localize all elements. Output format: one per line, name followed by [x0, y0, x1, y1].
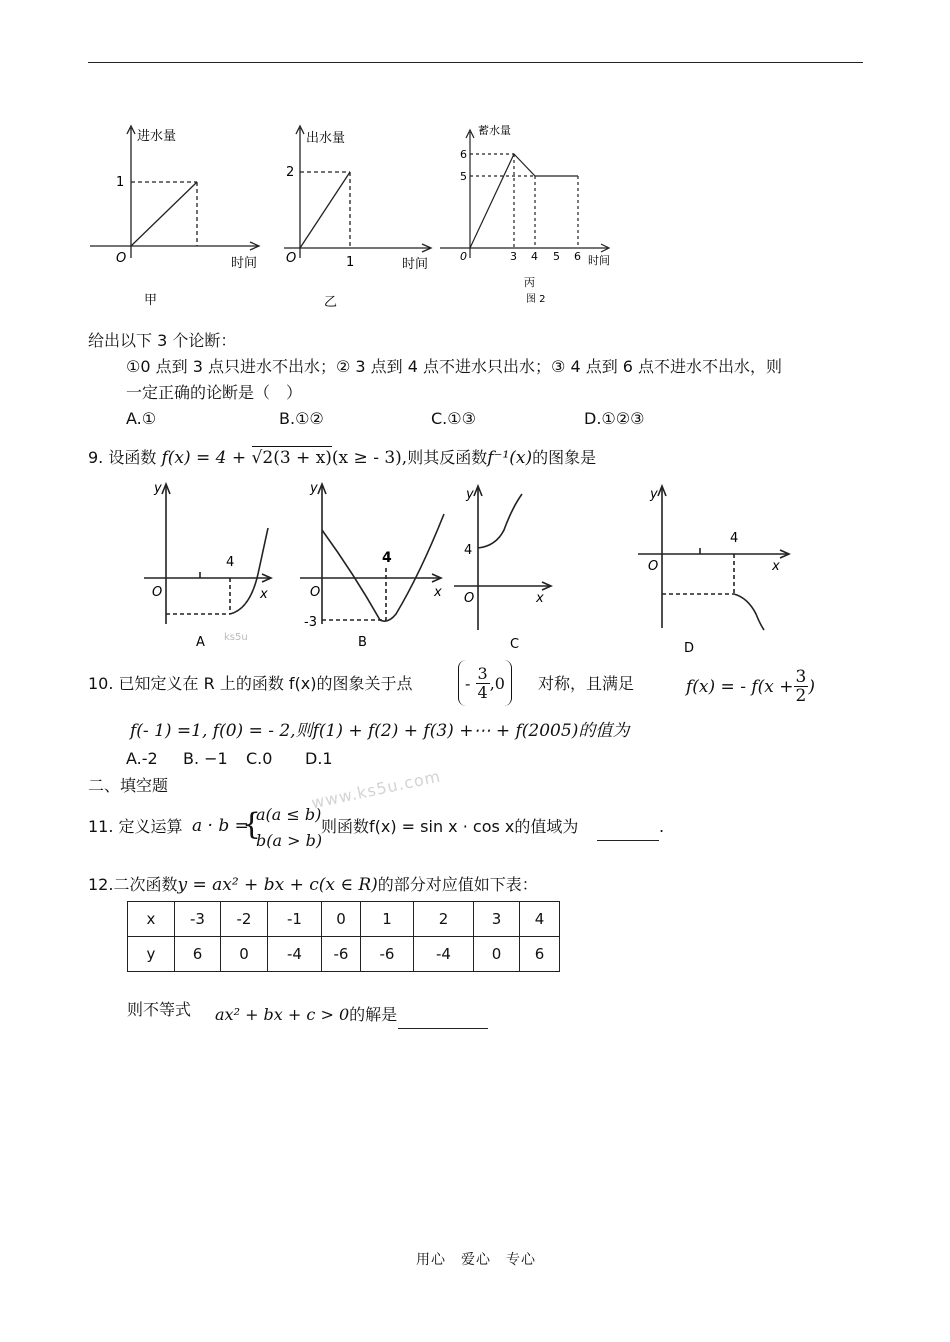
table-cell: -4	[268, 937, 322, 972]
q10-point-rest: ,0	[489, 673, 505, 693]
bing-xtick-4: 4	[531, 250, 538, 263]
q10-rel-frac	[794, 668, 809, 705]
q10-point-minus: -	[465, 673, 471, 693]
q11-rest: 则函数f(x) = sin x · cos x的值域为	[321, 817, 579, 836]
bing-xtick-5: 5	[553, 250, 560, 263]
table-cell: -6	[322, 937, 361, 972]
q12-stem	[88, 875, 538, 895]
water-charts-figure	[86, 118, 626, 318]
table-row	[128, 902, 560, 937]
yi-ylabel: 出水量	[306, 131, 346, 146]
q8-option-b: B.①②	[279, 409, 324, 428]
q12-ineq	[215, 1005, 397, 1025]
graph-d-tick-label: 4	[730, 531, 739, 546]
q9-formula-a: f(x) = 4 +	[161, 448, 252, 468]
graph-c-y: y	[466, 487, 474, 502]
jia-ytick: 1	[116, 175, 125, 190]
graph-b-tick-label: 4	[382, 550, 392, 566]
watermark: www.ks5u.com	[309, 766, 443, 813]
table-cell: 0	[322, 902, 361, 937]
q11-op: a · b =	[192, 816, 249, 836]
table-cell: x	[128, 902, 175, 937]
q10-rel-b: )	[808, 676, 815, 697]
q10-line2: f(- 1) =1, f(0) = - 2,则f(1) + f(2) + f(3) +⋯ + f(2005)的值为	[130, 721, 630, 741]
q9-inverse: f⁻¹(x)	[487, 448, 533, 468]
q10-point	[458, 660, 512, 706]
table-cell: y	[128, 937, 175, 972]
graph-a-tick-label: 4	[226, 555, 235, 570]
jia-line	[131, 182, 197, 246]
q10-option-c: C.0	[246, 749, 273, 768]
q8-question: 一定正确的论断是（ ）	[126, 383, 303, 402]
q11-brace: {	[242, 807, 262, 842]
q9-formula-sqrt: √2(3 + x)	[251, 448, 332, 468]
graph-a-y: y	[154, 481, 162, 496]
graph-b	[300, 484, 444, 624]
jia-xlabel: 时间	[231, 256, 258, 271]
yi-ytick: 2	[286, 165, 295, 180]
figure-label: 图 2	[526, 294, 546, 305]
graph-d-y: y	[650, 487, 658, 502]
chart-jia	[90, 126, 259, 258]
q9-radicand: 2(3 + x)	[262, 448, 332, 468]
yi-xtick: 1	[346, 255, 355, 270]
graph-a-o: O	[152, 585, 163, 600]
table-cell: 1	[361, 902, 414, 937]
q11-end: .	[659, 817, 665, 836]
q11-lead: 11. 定义运算	[88, 817, 183, 836]
yi-caption: 乙	[324, 295, 338, 310]
bing-line	[470, 154, 578, 248]
q10-after: 对称，且满足	[538, 674, 635, 693]
graph-d	[638, 486, 789, 630]
header-rule	[88, 62, 863, 63]
q10-rel-num: 3	[795, 667, 807, 687]
q12-table	[127, 901, 560, 972]
section-title: 二、填空题	[88, 776, 169, 795]
graph-a-x: x	[260, 587, 268, 602]
graph-c	[454, 486, 551, 630]
table-cell: 4	[520, 902, 560, 937]
table-cell: -3	[175, 902, 221, 937]
graph-a-label: A	[196, 635, 205, 650]
table-cell: -2	[221, 902, 268, 937]
q11-case-2: b(a > b)	[256, 831, 323, 850]
table-cell: -4	[414, 937, 474, 972]
q8-intro: 给出以下 3 个论断：	[88, 331, 237, 350]
q9-rest: 则其反函数	[407, 448, 488, 467]
jia-ylabel: 进水量	[137, 129, 177, 144]
graph-c-o: O	[464, 591, 475, 606]
bing-ytick-5: 5	[460, 170, 467, 183]
table-cell: 6	[520, 937, 560, 972]
graph-c-label: C	[510, 637, 520, 652]
graph-c-x: x	[536, 591, 544, 606]
graph-b-label: B	[358, 635, 367, 650]
table-row	[128, 937, 560, 972]
table-cell: -6	[361, 937, 414, 972]
bing-xlabel: 时间	[588, 254, 610, 267]
table-cell: -1	[268, 902, 322, 937]
q8-statements: ①0 点到 3 点只进水不出水；② 3 点到 4 点不进水只出水；③ 4 点到 6 点不进水不出水，则	[126, 357, 783, 376]
yi-origin: O	[286, 251, 297, 266]
table-cell: 0	[474, 937, 520, 972]
q9-tail: 的图象是	[532, 448, 597, 467]
bing-xtick-3: 3	[510, 250, 517, 263]
q12-ineq-lead: 则不等式	[127, 1000, 192, 1019]
bing-xtick-6: 6	[574, 250, 581, 263]
graph-a-watermark: ks5u	[224, 632, 248, 643]
q11-case-1: a(a ≤ b)	[256, 805, 322, 824]
q12-formula: y = ax² + bx + c(x ∈ R)	[177, 875, 378, 895]
graph-b-o: O	[310, 585, 321, 600]
yi-line	[300, 172, 350, 248]
q10-rel-den: 2	[795, 686, 807, 706]
graph-d-o: O	[648, 559, 659, 574]
graph-d-x: x	[772, 559, 780, 574]
q9-stem	[88, 448, 596, 468]
graph-b-x: x	[434, 585, 442, 600]
graph-c-curve	[478, 494, 522, 548]
graph-b-y: y	[310, 481, 318, 496]
graph-b-curve	[322, 514, 444, 621]
yi-xlabel: 时间	[402, 257, 429, 272]
q9-formula-c: (x ≥ - 3),	[331, 448, 408, 468]
q10-point-frac	[476, 665, 490, 702]
q10-point-den: 4	[477, 682, 488, 702]
graph-d-curve	[734, 594, 764, 630]
page-footer: 用心 爱心 专心	[416, 1252, 536, 1268]
q9-number: 9. 设函数	[88, 448, 157, 467]
jia-caption: 甲	[144, 293, 158, 308]
q12-ineq-formula: ax² + bx + c > 0	[215, 1005, 350, 1024]
q11-cases	[256, 802, 322, 854]
q12-tail: 的部分对应值如下表：	[377, 875, 538, 894]
bing-origin: 0	[460, 250, 467, 263]
q10-option-a: A.-2	[126, 749, 158, 768]
q8-option-d: D.①②③	[584, 409, 645, 428]
table-cell: 2	[414, 902, 474, 937]
q10-option-b: B. −1	[183, 749, 228, 768]
table-cell: 0	[221, 937, 268, 972]
table-cell: 6	[175, 937, 221, 972]
graph-a	[144, 484, 271, 624]
q8-option-a: A.①	[126, 409, 157, 428]
q10-point-num: 3	[477, 663, 488, 683]
graph-b-ytick-label: -3	[304, 615, 317, 630]
q12-lead: 12.二次函数	[88, 875, 178, 894]
jia-origin: O	[116, 251, 127, 266]
q12-answer-blank[interactable]	[398, 1006, 488, 1029]
graph-d-label: D	[684, 641, 695, 656]
q10-rel-a: f(x) = - f(x +	[686, 676, 794, 697]
q11-answer-blank[interactable]	[597, 818, 659, 841]
bing-caption: 丙	[524, 276, 535, 289]
table-cell: 3	[474, 902, 520, 937]
bing-ylabel: 蓄水量	[478, 124, 511, 137]
q12-ineq-tail: 的解是	[349, 1005, 398, 1024]
q9-graphs	[130, 474, 810, 656]
q10-relation	[686, 668, 815, 705]
q10-option-d: D.1	[305, 749, 333, 768]
graph-c-ytick-label: 4	[464, 543, 473, 558]
q10-lead: 10. 已知定义在 R 上的函数 f(x)的图象关于点	[88, 674, 413, 693]
q8-option-c: C.①③	[431, 409, 476, 428]
bing-ytick-6: 6	[460, 148, 467, 161]
